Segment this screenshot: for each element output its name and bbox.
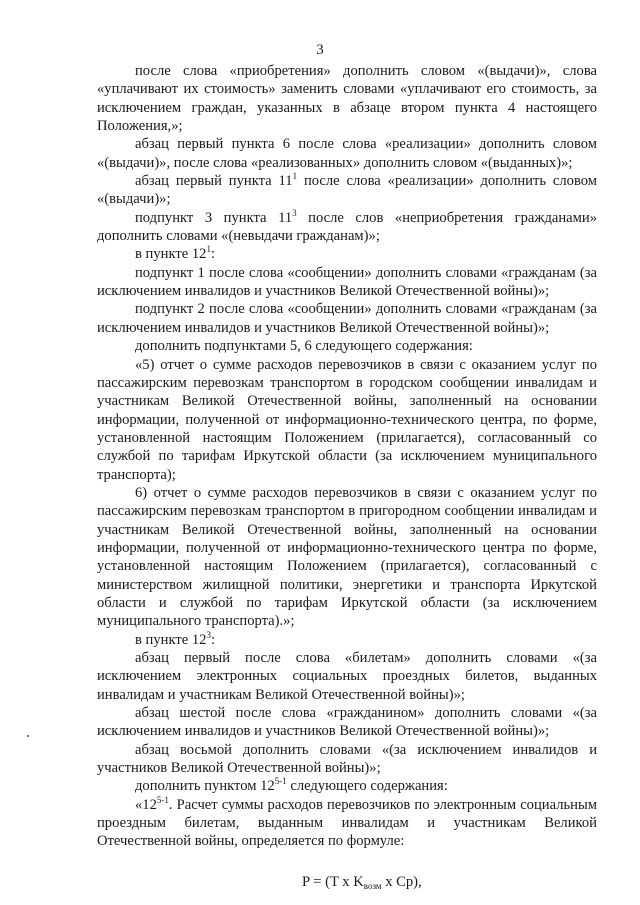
paragraph-3-sup: 1 — [292, 171, 298, 182]
paragraph-5 — [97, 245, 597, 263]
paragraph-15 — [97, 777, 597, 795]
paragraph-4-text-end: после слов «неприобретения гражданами» дополнить словами «(невыдачи гражданам)»; — [97, 209, 597, 245]
paragraph-14: абзац восьмой дополнить словами «(за исключением инвалидов и участников Великой Отечественной войны)»; — [97, 741, 597, 777]
paragraph-15-sup: 5-1 — [274, 776, 287, 787]
paragraph-10: 6) отчет о сумме расходов перевозчиков в связи с оказанием услуг по пассажирским перевозкам транспортом в пригородном сообщении инвалидам и участникам Великой Отечественной войны, заполненный на основании информации, полученной от информационно-технического центра по форме, установленной настоящим Положением (прилагается), согласованный с министерством жилищной политики, энергетики и транспорта Иркутской области и службой по тарифам Иркутской области (за исключением муниципального транспорта).»; — [97, 484, 597, 630]
paragraph-16-text-end: . Расчет суммы расходов перевозчиков по электронным социальным проездным билетам, выданным инвалидам и участникам Великой Отечественной войны, определяется по формуле: — [97, 796, 597, 850]
paragraph-3-text-end: после слова «реализации» дополнить словом «(выдачи)»; — [97, 173, 597, 208]
paragraph-13: абзац шестой после слова «гражданином» дополнить словами «(за исключением инвалидов и участников Великой Отечественной войны)»; — [97, 705, 597, 740]
paragraph-11-text-end: : — [210, 631, 216, 648]
paragraph-3 — [97, 172, 597, 209]
formula — [97, 873, 597, 891]
paragraph-4-sup: 3 — [292, 207, 297, 218]
paragraph-9: «5) отчет о сумме расходов перевозчиков в связи с оказанием услуг по пассажирским перевозкам транспортом в городском сообщении инвалидам и участникам Великой Отечественной войны, заполненный на основании информации, полученной от информационно-технического центра, по форме, установленной настоящим Положением (прилагается), согласованный со службой по тарифам Иркутской области (за исключением муниципального транспорта); — [97, 356, 597, 483]
paragraph-6: подпункт 1 после слова «сообщении» дополнить словами «гражданам (за исключением инвалидов и участников Великой Отечественной войны)»; — [97, 264, 597, 300]
page-number: 3 — [316, 42, 324, 58]
paragraph-3-text: абзац первый пункта 11 — [135, 173, 293, 190]
paragraph-16 — [97, 796, 597, 851]
paragraph-5-text: в пункте 12 — [135, 246, 207, 263]
paragraph-11 — [97, 631, 597, 649]
margin-mark — [27, 735, 29, 737]
paragraph-8: дополнить подпунктами 5, 6 следующего содержания: — [135, 338, 473, 355]
paragraph-1: после слова «приобретения» дополнить словом «(выдачи)», слова «уплачивают их стоимость» заменить словами «уплачивают его стоимость, за исключением граждан, указанных в абзаце втором пункта 4 настоящего Положения,»; — [97, 63, 597, 135]
document-body — [97, 62, 597, 891]
paragraph-4-text: подпункт 3 пункта 11 — [135, 209, 293, 226]
formula-subscript: возм — [363, 880, 382, 891]
paragraph-4 — [97, 209, 597, 246]
paragraph-2: абзац первый пункта 6 после слова «реализации» дополнить словом «(выдачи)», после слова «реализованных» дополнить словом «(выданных)»; — [97, 136, 597, 171]
paragraph-15-text-end: следующего содержания: — [286, 778, 448, 795]
paragraph-16-sup: 5-1 — [156, 794, 169, 805]
paragraph-11-sup: 3 — [206, 629, 211, 640]
formula-right: x Cp), — [381, 873, 422, 890]
paragraph-5-text-end: : — [210, 246, 216, 263]
paragraph-15-text: дополнить пунктом 12 — [135, 778, 275, 795]
formula-left: P = (T x K — [302, 873, 364, 890]
paragraph-16-text: «12 — [135, 796, 157, 813]
paragraph-7: подпункт 2 после слова «сообщении» дополнить словами «гражданам (за исключением инвалидов и участников Великой Отечественной войны)»; — [97, 301, 597, 336]
paragraph-11-text: в пункте 12 — [135, 631, 207, 648]
paragraph-5-sup: 1 — [206, 244, 211, 255]
paragraph-12: абзац первый после слова «билетам» дополнить словами «(за исключением электронных социальных проездных билетов, выданных инвалидам и участникам Великой Отечественной войны)»; — [97, 650, 597, 703]
